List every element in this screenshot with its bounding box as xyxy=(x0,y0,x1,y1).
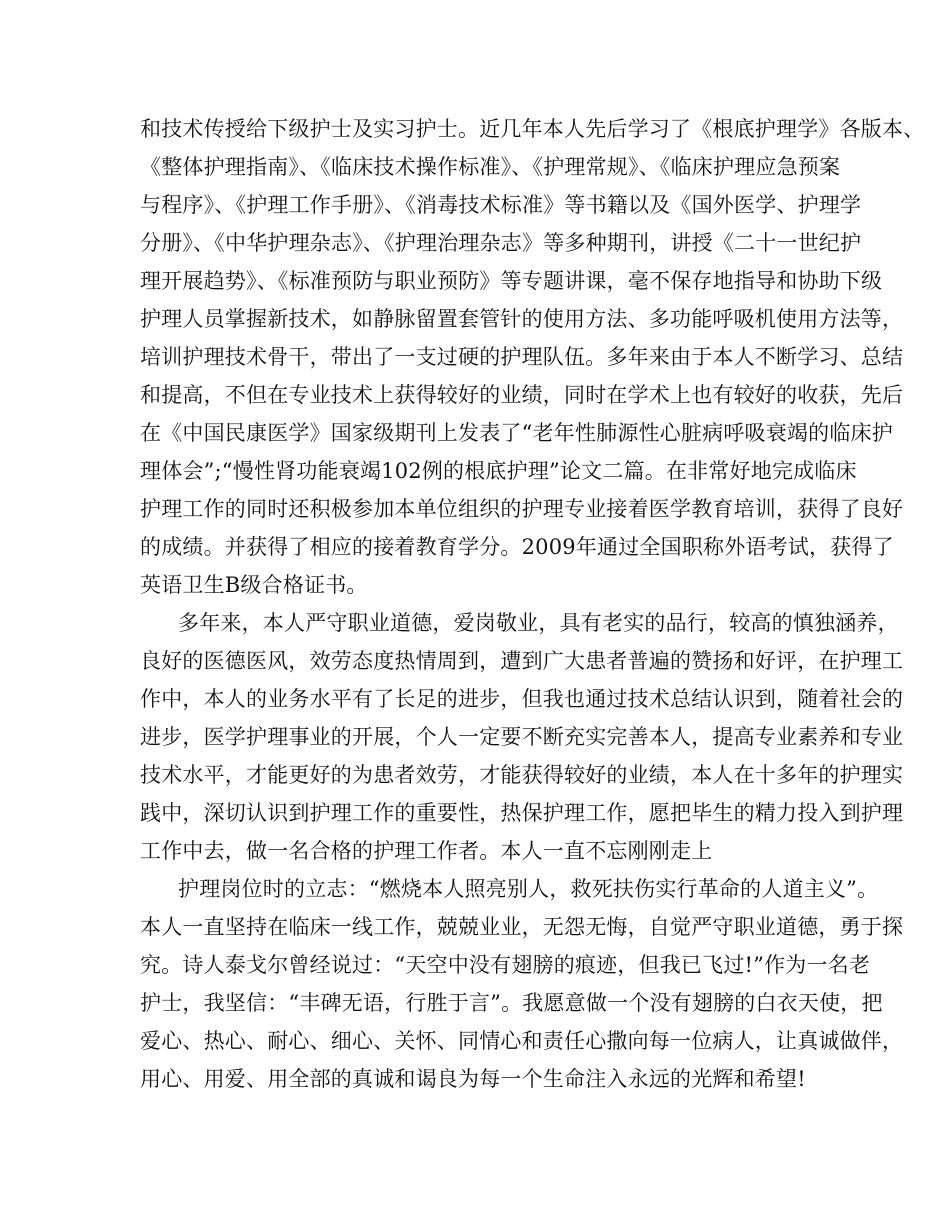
text-line-4: 分册》、《中华护理杂志》、《护理治理杂志》等多种期刊，讲授《二十一世纪护 xyxy=(140,231,862,255)
text-line-19: 践中，深切认识到护理工作的重要性，热保护理工作，愿把毕生的精力投入到护理 xyxy=(140,801,904,825)
paragraph-3-line-1: 护理岗位时的立志：“燃烧本人照亮别人，救死扶伤实行革命的人道主义”。 xyxy=(178,877,879,901)
text-line-16: 作中，本人的业务水平有了长足的进步，但我也通过技术总结认识到，随着社会的 xyxy=(140,687,904,711)
text-line-23: 究。诗人泰戈尔曾经说过：“天空中没有翅膀的痕迹，但我已飞过!”作为一名老 xyxy=(140,953,871,977)
text-line-3: 与程序》、《护理工作手册》、《消毒技术标准》等书籍以及《国外医学、护理学 xyxy=(140,193,862,217)
text-line-11: 护理工作的同时还积极参加本单位组织的护理专业接着医学教育培训，获得了良好 xyxy=(140,497,904,521)
text-line-1: 和技术传授给下级护士及实习护士。近几年本人先后学习了《根底护理学》各版本、 xyxy=(140,117,925,141)
text-line-24: 护士，我坚信：“丰碑无语，行胜于言”。我愿意做一个没有翅膀的白衣天使，把 xyxy=(140,991,883,1015)
text-line-8: 和提高，不但在专业技术上获得较好的业绩，同时在学术上也有较好的收获，先后 xyxy=(140,383,904,407)
text-line-18: 技术水平，才能更好的为患者效劳，才能获得较好的业绩，本人在十多年的护理实 xyxy=(140,763,904,787)
text-line-7: 培训护理技术骨干，带出了一支过硬的护理队伍。多年来由于本人不断学习、总结 xyxy=(140,345,904,369)
text-line-17: 进步，医学护理事业的开展，个人一定要不断充实完善本人，提高专业素养和专业 xyxy=(140,725,904,749)
text-line-13: 英语卫生B级合格证书。 xyxy=(140,573,368,597)
text-line-5: 理开展趋势》、《标准预防与职业预防》等专题讲课，毫不保存地指导和协助下级 xyxy=(140,269,883,293)
text-line-15: 良好的医德医风，效劳态度热情周到，遭到广大患者普遍的赞扬和好评，在护理工 xyxy=(140,649,904,673)
text-line-25: 爱心、热心、耐心、细心、关怀、同情心和责任心撒向每一位病人，让真诚做伴， xyxy=(140,1029,904,1053)
text-line-12: 的成绩。并获得了相应的接着教育学分。2009年通过全国职称外语考试，获得了 xyxy=(140,535,894,559)
text-line-26: 用心、用爱、用全部的真诚和谒良为每一个生命注入永远的光辉和希望! xyxy=(140,1067,806,1091)
text-line-10: 理体会”;“慢性肾功能衰竭102例的根底护理”论文二篇。在非常好地完成临床 xyxy=(140,459,857,483)
text-line-20: 工作中去，做一名合格的护理工作者。本人一直不忘刚刚走上 xyxy=(140,839,713,863)
paragraph-2-line-1: 多年来，本人严守职业道德，爱岗敬业，具有老实的品行，较高的慎独涵养， xyxy=(178,611,899,635)
text-line-22: 本人一直坚持在临床一线工作，兢兢业业，无怨无悔，自觉严守职业道德，勇于探 xyxy=(140,915,904,939)
text-line-9: 在《中国民康医学》国家级期刊上发表了“老年性肺源性心脏病呼吸衰竭的临床护 xyxy=(140,421,893,445)
text-line-2: 《整体护理指南》、《临床技术操作标准》、《护理常规》、《临床护理应急预案 xyxy=(140,155,841,179)
text-line-6: 护理人员掌握新技术，如静脉留置套管针的使用方法、多功能呼吸机使用方法等， xyxy=(140,307,904,331)
